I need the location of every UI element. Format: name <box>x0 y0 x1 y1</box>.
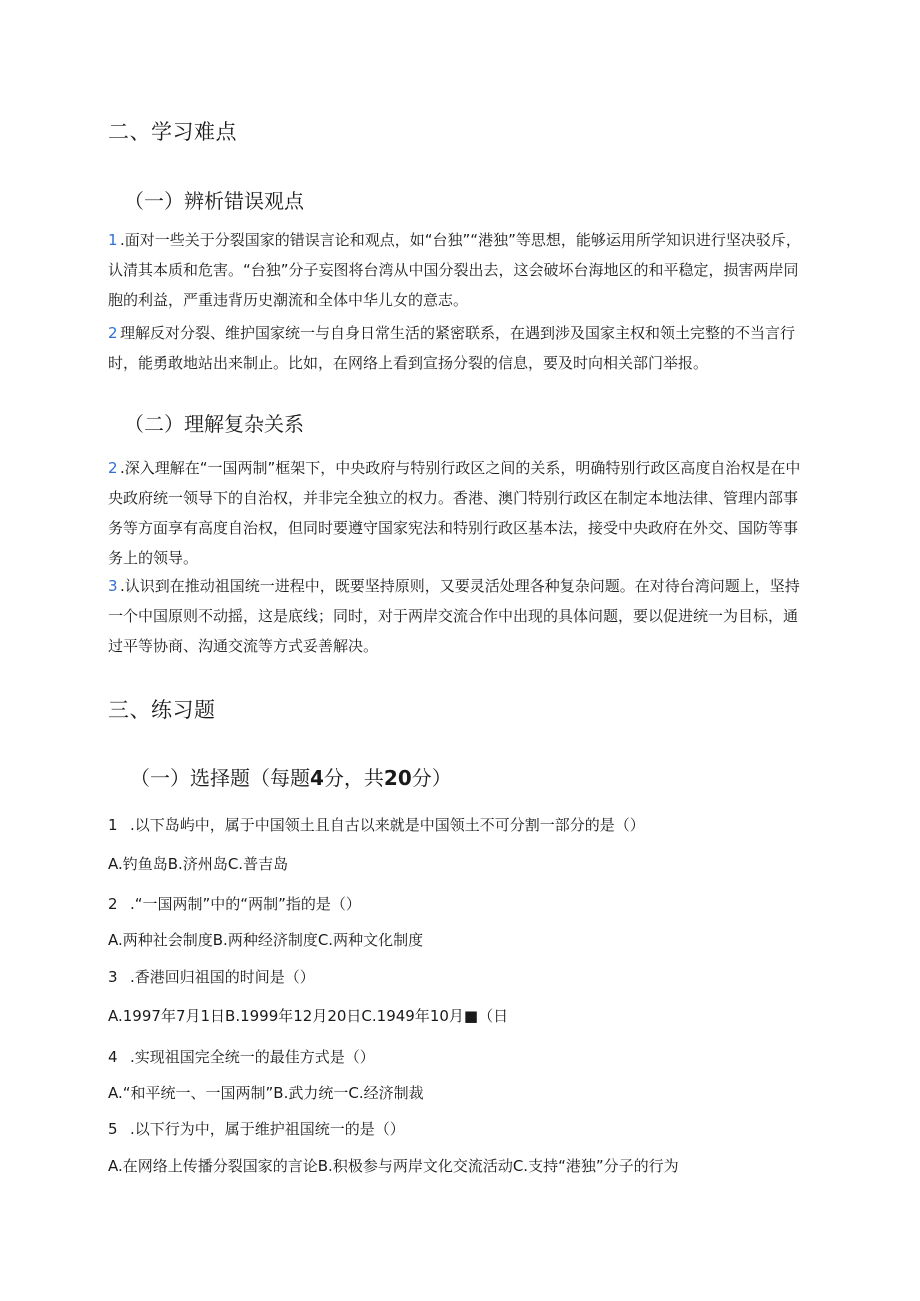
question-4-options: A.“和平统一、一国两制”B.武力统一C.经济制裁 <box>108 1084 424 1102</box>
question-number: 4 <box>108 1048 118 1066</box>
question-3-options: A.1997年7月1日B.1999年12月20日C.1949年10月■（日 <box>108 1007 509 1025</box>
section3-heading: 三、练习题 <box>108 698 216 722</box>
item-number: 1 <box>108 231 118 249</box>
question-2 <box>108 893 361 914</box>
item-text: .认识到在推动祖国统一进程中，既要坚持原则，又要灵活处理各种复杂问题。在对待台湾问题上，坚持一个中国原则不动摇，这是底线；同时，对于两岸交流合作中出现的具体问题，要以促进统一为目标，通过平等协商、沟通交流等方式妥善解决。 <box>108 577 800 655</box>
total-score: 20 <box>383 766 412 790</box>
item-number: 2 <box>108 324 118 342</box>
question-text: .“一国两制”中的“两制”指的是（） <box>130 895 361 913</box>
question-number: 5 <box>108 1120 118 1138</box>
item-text: 理解反对分裂、维护国家统一与自身日常生活的紧密联系，在遇到涉及国家主权和领土完整的不当言行时，能勇敢地站出来制止。比如，在网络上看到宣扬分裂的信息，要及时向相关部门举报。 <box>108 324 796 372</box>
paragraph-item <box>108 225 808 315</box>
question-1 <box>108 814 645 835</box>
per-score: 4 <box>310 766 324 790</box>
item-text: .面对一些关于分裂国家的错误言论和观点，如“台独”“港独”等思想，能够运用所学知识进行坚决驳斥，认清其本质和危害。“台独”分子妄图将台湾从中国分裂出去，这会破坏台海地区的和平稳定，损害两岸同胞的利益，严重违背历史潮流和全体中华儿女的意志。 <box>108 231 801 309</box>
heading-mid: 分，共 <box>323 766 384 790</box>
choice-questions-heading <box>130 762 452 791</box>
heading-prefix: （一）选择题（每题 <box>130 766 310 790</box>
question-3 <box>108 966 315 987</box>
subsection-heading-1: （一）辨析错误观点 <box>124 189 304 213</box>
question-number: 1 <box>108 816 118 834</box>
item-number: 3 <box>108 577 118 595</box>
subsection-heading-2: （二）理解复杂关系 <box>124 412 304 436</box>
question-number: 3 <box>108 968 118 986</box>
paragraph-item <box>108 318 808 378</box>
question-4 <box>108 1046 375 1067</box>
item-number: 2 <box>108 459 118 477</box>
heading-suffix: 分） <box>411 766 452 790</box>
question-number: 2 <box>108 895 118 913</box>
question-5-options: A.在网络上传播分裂国家的言论B.积极参与两岸文化交流活动C.支持“港独”分子的行为 <box>108 1157 679 1175</box>
question-text: .实现祖国完全统一的最佳方式是（） <box>130 1048 375 1066</box>
question-2-options: A.两种社会制度B.两种经济制度C.两种文化制度 <box>108 931 424 949</box>
paragraph-item <box>108 571 808 661</box>
paragraph-item <box>108 453 808 573</box>
question-text: .香港回归祖国的时间是（） <box>130 968 315 986</box>
question-1-options: A.钓鱼岛B.济州岛C.普吉岛 <box>108 855 289 873</box>
item-text: .深入理解在“一国两制”框架下，中央政府与特别行政区之间的关系，明确特别行政区高度自治权是在中央政府统一领导下的自治权，并非完全独立的权力。香港、澳门特别行政区在制定本地法律、管理内部事务等方面享有高度自治权，但同时要遵守国家宪法和特别行政区基本法，接受中央政府在外交、国防等事务上的领导。 <box>108 459 801 567</box>
section2-heading: 二、学习难点 <box>108 120 237 144</box>
question-5 <box>108 1118 405 1139</box>
question-text: .以下行为中，属于维护祖国统一的是（） <box>130 1120 405 1138</box>
question-text: .以下岛屿中，属于中国领土且自古以来就是中国领土不可分割一部分的是（） <box>130 816 645 834</box>
